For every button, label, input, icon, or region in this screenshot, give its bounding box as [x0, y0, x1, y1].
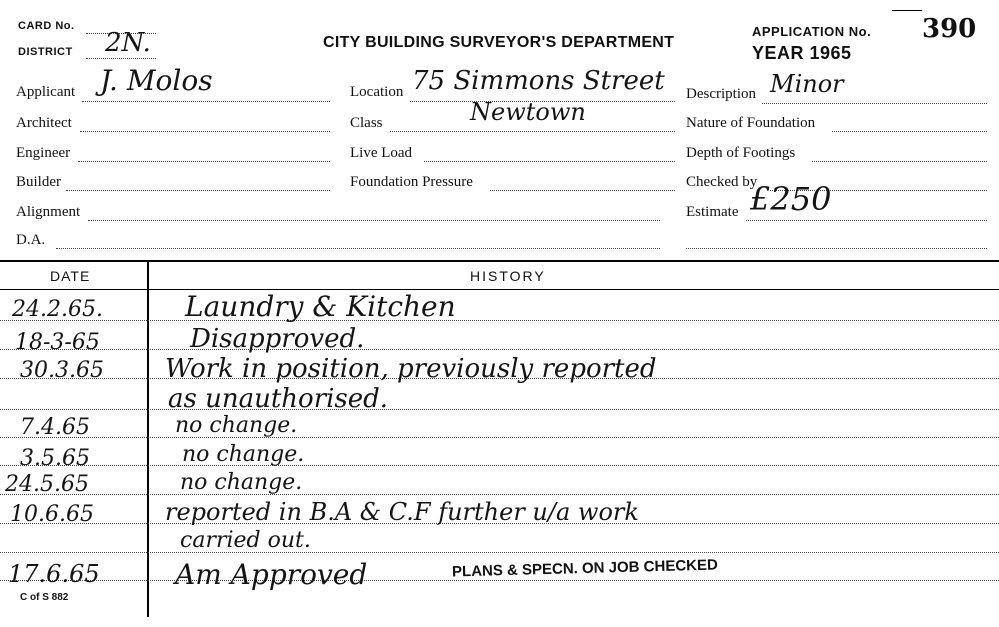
location-label: Location: [350, 84, 404, 100]
nature-of-foundation-line: [832, 131, 987, 132]
depth-of-footings-label: Depth of Footings: [686, 145, 796, 161]
row-line-6: [0, 465, 999, 466]
architect-line: [80, 131, 330, 132]
table-header-border: [0, 289, 999, 290]
right-blank-line: [686, 248, 987, 249]
row-line-2: [0, 349, 999, 350]
applicant-line: [82, 101, 330, 102]
history-entry: Am Approved: [175, 558, 368, 591]
history-entry: no change.: [175, 413, 298, 438]
description-label: Description: [686, 86, 756, 102]
history-header: HISTORY: [470, 268, 546, 284]
da-line: [56, 248, 660, 249]
estimate-label: Estimate: [686, 204, 739, 220]
year-label: YEAR 1965: [752, 43, 852, 63]
description-value: Minor: [770, 70, 844, 98]
builder-label: Builder: [16, 174, 61, 190]
checked-by-label: Checked by: [686, 174, 758, 190]
alignment-label: Alignment: [16, 204, 81, 220]
history-entry: as unauthorised.: [168, 384, 389, 414]
applicant-value: J. Molos: [100, 64, 213, 97]
applicant-label: Applicant: [16, 84, 76, 100]
class-label: Class: [350, 115, 383, 131]
application-label: APPLICATION No.: [752, 24, 872, 39]
history-entry: no change.: [180, 470, 303, 495]
class-line: [390, 131, 675, 132]
description-line: [762, 103, 987, 104]
district-label: DISTRICT: [18, 46, 73, 58]
district-value: 2N.: [105, 28, 151, 58]
row-line-9: [0, 552, 999, 553]
top-right-rule: [892, 10, 922, 11]
engineer-label: Engineer: [16, 145, 71, 161]
date-column-divider: [147, 261, 149, 617]
live-load-line: [424, 161, 675, 162]
approval-stamp: PLANS & SPECN. ON JOB CHECKED: [451, 556, 719, 581]
history-entry: Disapproved.: [190, 324, 365, 354]
estimate-line: [746, 220, 987, 221]
estimate-value: £250: [750, 180, 832, 218]
location-value: 75 Simmons Street: [412, 66, 665, 96]
application-number: 390: [922, 14, 977, 44]
live-load-label: Live Load: [350, 145, 413, 161]
card-no-label: CARD No.: [18, 20, 75, 32]
row-line-10: [0, 580, 999, 581]
architect-label: Architect: [16, 115, 72, 131]
builder-line: [66, 190, 330, 191]
history-entry: Work in position, previously reported: [165, 354, 657, 384]
class-value: Newtown: [470, 98, 586, 126]
row-line-7: [0, 494, 999, 495]
date-header: DATE: [50, 268, 91, 284]
form-code: C of S 882: [20, 592, 69, 603]
da-label: D.A.: [16, 232, 46, 248]
table-top-border: [0, 260, 999, 262]
foundation-pressure-label: Foundation Pressure: [350, 174, 473, 190]
history-date: 18-3-65: [15, 330, 100, 355]
history-entry: reported in B.A & C.F further u/a work: [165, 498, 639, 526]
history-entry: no change.: [182, 442, 305, 467]
history-entry: Laundry & Kitchen: [185, 290, 456, 323]
engineer-line: [78, 161, 330, 162]
district-line: [86, 58, 156, 59]
history-date: 17.6.65: [8, 560, 100, 588]
department-title: CITY BUILDING SURVEYOR'S DEPARTMENT: [323, 34, 675, 51]
alignment-line: [88, 220, 660, 221]
row-line-5: [0, 437, 999, 438]
history-date: 3.5.65: [20, 446, 90, 471]
history-date: 24.2.65.: [12, 297, 103, 322]
history-date: 30.3.65: [20, 358, 104, 383]
nature-of-foundation-label: Nature of Foundation: [686, 115, 816, 131]
history-date: 7.4.65: [20, 415, 90, 440]
history-date: 24.5.65: [5, 472, 89, 497]
foundation-pressure-line: [490, 190, 675, 191]
history-entry: carried out.: [180, 528, 311, 553]
history-date: 10.6.65: [10, 502, 94, 527]
row-line-1: [0, 320, 999, 321]
depth-of-footings-line: [812, 161, 987, 162]
row-line-4: [0, 409, 999, 410]
